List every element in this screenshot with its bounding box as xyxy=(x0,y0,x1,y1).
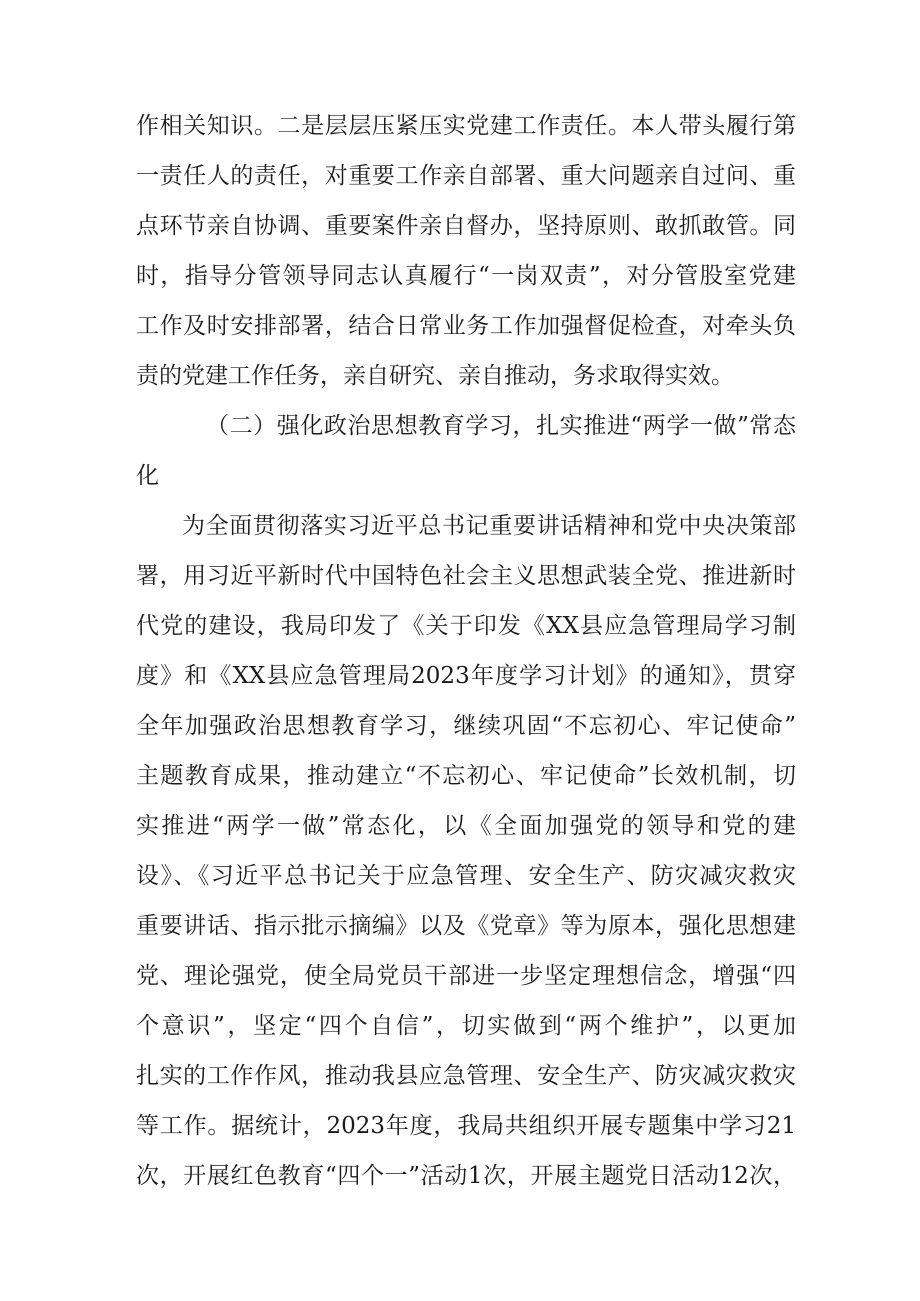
paragraph-line: 署，用习近平新时代中国特色社会主义思想武装全党、推进新时 xyxy=(136,563,796,589)
paragraph-line: 度》和《XX县应急管理局2023年度学习计划》的通知》，贯穿 xyxy=(136,663,796,689)
paragraph-line: 责的党建工作任务，亲自研究、亲自推动，务求取得实效。 xyxy=(136,363,734,389)
paragraph-line: 党、理论强党，使全局党员干部进一步坚定理想信念，增强“四 xyxy=(136,963,796,989)
paragraph-line: 个意识”，坚定“四个自信”，切实做到“两个维护”，以更加 xyxy=(136,1013,796,1039)
section-heading-line: （二）强化政治思想教育学习，扎实推进“两学一做”常态 xyxy=(206,413,796,439)
paragraph-line: 次，开展红色教育“四个一”活动1次，开展主题党日活动12次， xyxy=(136,1163,796,1189)
paragraph-line: 全年加强政治思想教育学习，继续巩固“不忘初心、牢记使命” xyxy=(136,713,796,739)
section-heading-line: 化 xyxy=(136,463,159,489)
paragraph-line: 扎实的工作作风，推动我县应急管理、安全生产、防灾减灾救灾 xyxy=(136,1063,796,1089)
paragraph-line: 主题教育成果，推动建立“不忘初心、牢记使命”长效机制，切 xyxy=(136,763,796,789)
paragraph-line: 等工作。据统计，2023年度，我局共组织开展专题集中学习21 xyxy=(136,1113,796,1139)
paragraph-line: 实推进“两学一做”常态化，以《全面加强党的领导和党的建 xyxy=(136,813,796,839)
paragraph-line: 一责任人的责任，对重要工作亲自部署、重大问题亲自过问、重 xyxy=(136,163,796,189)
paragraph-line: 时，指导分管领导同志认真履行“一岗双责”，对分管股室党建 xyxy=(136,263,796,289)
paragraph-line: 工作及时安排部署，结合日常业务工作加强督促检查，对牵头负 xyxy=(136,313,796,339)
paragraph-line: 设》、《习近平总书记关于应急管理、安全生产、防灾减灾救灾 xyxy=(136,863,796,889)
paragraph-line: 代党的建设，我局印发了《关于印发《XX县应急管理局学习制 xyxy=(136,613,796,639)
paragraph-line: 重要讲话、指示批示摘编》以及《党章》等为原本，强化思想建 xyxy=(136,913,796,939)
paragraph-line: 点环节亲自协调、重要案件亲自督办，坚持原则、敢抓敢管。同 xyxy=(136,213,796,239)
paragraph-line: 为全面贯彻落实习近平总书记重要讲话精神和党中央决策部 xyxy=(182,513,796,539)
paragraph-line: 作相关知识。二是层层压紧压实党建工作责任。本人带头履行第 xyxy=(136,113,796,139)
